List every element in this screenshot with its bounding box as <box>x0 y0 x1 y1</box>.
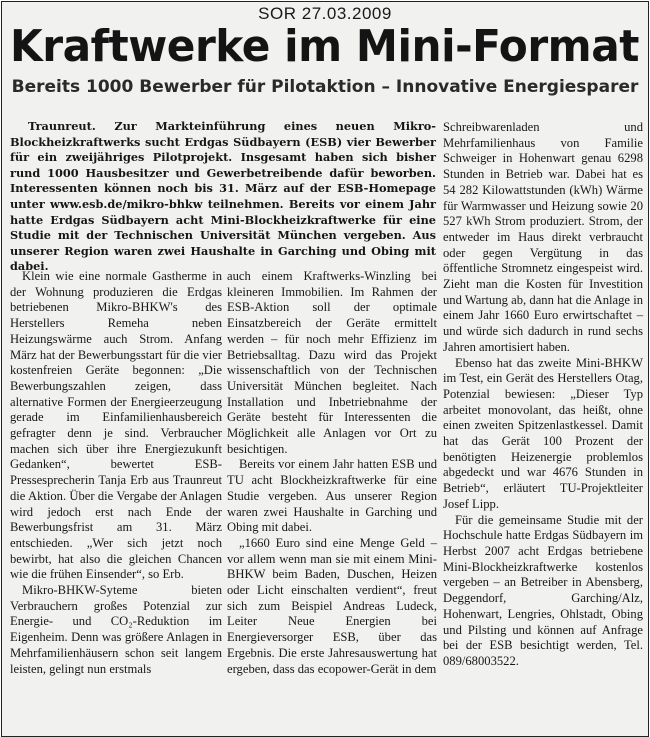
article-column-2 <box>227 269 437 677</box>
column-2-paragraph: auch einem Kraftwerks-Winzling bei kleineren Immobilien. Im Rahmen der ESB-Aktion soll der optimale Einsatzbereich der Geräte ermittelt werden – für noch mehr Effizienz im Betriebsalltag. Dazu wird das Projekt wissenschaftlich von der Technischen Universität München begleitet. Nach Installation und Inbetriebnahme der Geräte besteht für Interessenten die Möglichkeit alle Anlagen vor Ort zu besichtigen. <box>227 269 437 456</box>
column-1-paragraph: Klein wie eine normale Gastherme in der Wohnung produzieren die Erdgas betriebenen Mikro-BHKW's des Herstellers Remeha neben Heizungswärme auch Strom. Anfang März hat der Bewerbungsstart für die vier kostenfreien Geräte begonnen: „Die Bewerbungszahlen zeigen, dass alternative Formen der Energieerzeugung gerade im Einfamilienhausbereich gefragter denn je sind. Verbraucher machen sich über ihre Energiezukunft Gedanken“, bewertet ESB-Pressesprecherin Tanja Erb aus Traunreut die Aktion. Über die Vergabe der Anlagen wird jedoch erst nach Ende der Bewerbungsfrist am 31. März entschieden. „Wer sich jetzt noch bewirbt, hat also die gleichen Chancen wie die frühen Einsender“, so Erb. <box>10 269 222 582</box>
lead-paragraph: Traunreut. Zur Markteinführung eines neuen Mikro-Blockheizkraftwerks sucht Erdgas Südbayern (ESB) vier Bewerber für ein zweijähriges Pilotprojekt. Insgesamt haben sich bisher rund 1000 Hausbesitzer und Gewerbetreibende dafür beworben. Interessenten können noch bis 31. März auf der ESB-Homepage unter www.esb.de/mikro-bhkw teilnehmen. Bereits vor einem Jahr hatte Erdgas Südbayern acht Mini-Blockheizkraftwerke für eine Studie mit der Technischen Universität München vergeben. Aus unserer Region waren zwei Haushalte in Garching und Obing mit dabei. <box>10 119 436 274</box>
headline: Kraftwerke im Mini-Format <box>10 21 639 72</box>
newspaper-clipping <box>1 1 649 737</box>
column-2-paragraph: „1660 Euro sind eine Menge Geld – vor allem wenn man sie mit einem Mini-BHKW beim Baden, Duschen, Heizen oder Licht einschalten verdient“, freut sich zum Beispiel Andreas Ludeck, Leiter Neue Energien bei Energieversorger ESB, über das Ergebnis. Die erste Jahresauswertung hat ergeben, dass das ecopower-Gerät in dem <box>227 535 437 676</box>
column-3-paragraph: Für die gemeinsame Studie mit der Hochschule hatte Erdgas Südbayern im Herbst 2007 acht Erdgas betriebene Mini-Blockheizkraftwerke kostenlos vergeben – an Betreiber in Abensberg, Deggendorf, Garching/Alz, Hohenwart, Lengries, Ohlstadt, Obing und Pilsting und können auf Anfrage bei der ESB besichtigt werden, Tel. 089/68003522. <box>443 512 643 668</box>
subheadline: Bereits 1000 Bewerber für Pilotaktion – Innovative Energiesparer <box>11 77 639 97</box>
column-1-paragraph: Mikro-BHKW-Syteme bieten Verbrauchern großes Potenzial zur Energie- und CO₂-Reduktion im Eigenheim. Denn was größere Anlagen in Mehrfamilienhäusern schon seit langem leisten, gelingt nun erstmals <box>10 583 222 676</box>
article-column-3 <box>443 120 643 670</box>
source-date-line: SOR 27.03.2009 <box>258 4 392 23</box>
article-column-1 <box>10 269 222 677</box>
column-3-paragraph: Ebenso hat das zweite Mini-BHKW im Test, ein Gerät des Herstellers Otag, Potenzial bewiesen: „Dieser Typ arbeitet monovolant, das heißt, ohne einen zweiten Spitzenlastkessel. Damit hat das Gerät 100 Prozent der benötigten Heizenergie problemlos abgedeckt und war 4676 Stunden in Betrieb“, erläutert TU-Projektleiter Josef Lipp. <box>443 355 643 511</box>
column-3-paragraph: Schreibwarenladen und Mehrfamilienhaus von Familie Schweiger in Hohenwart genau 6298 Stunden in Betrieb war. Dabei hat es 54 282 Kilowattstunden (kWh) Wärme für Warmwasser und Heizung sowie 20 527 kWh Strom produziert. Strom, der entweder im Haus direkt verbraucht oder gegen Vergütung in das öffentliche Stromnetz eingespeist wird. Zieht man die Kosten für Investition und Wartung ab, dann hat die Anlage in einem Jahr 1660 Euro erwirtschaftet – und würde sich dadurch in rund sechs Jahren amortisiert haben. <box>443 120 643 354</box>
column-2-paragraph: Bereits vor einem Jahr hatten ESB und TU acht Blockheizkraftwerke für eine Studie vergeben. Aus unserer Region waren zwei Haushalte in Garching und Obing mit dabei. <box>227 457 437 535</box>
